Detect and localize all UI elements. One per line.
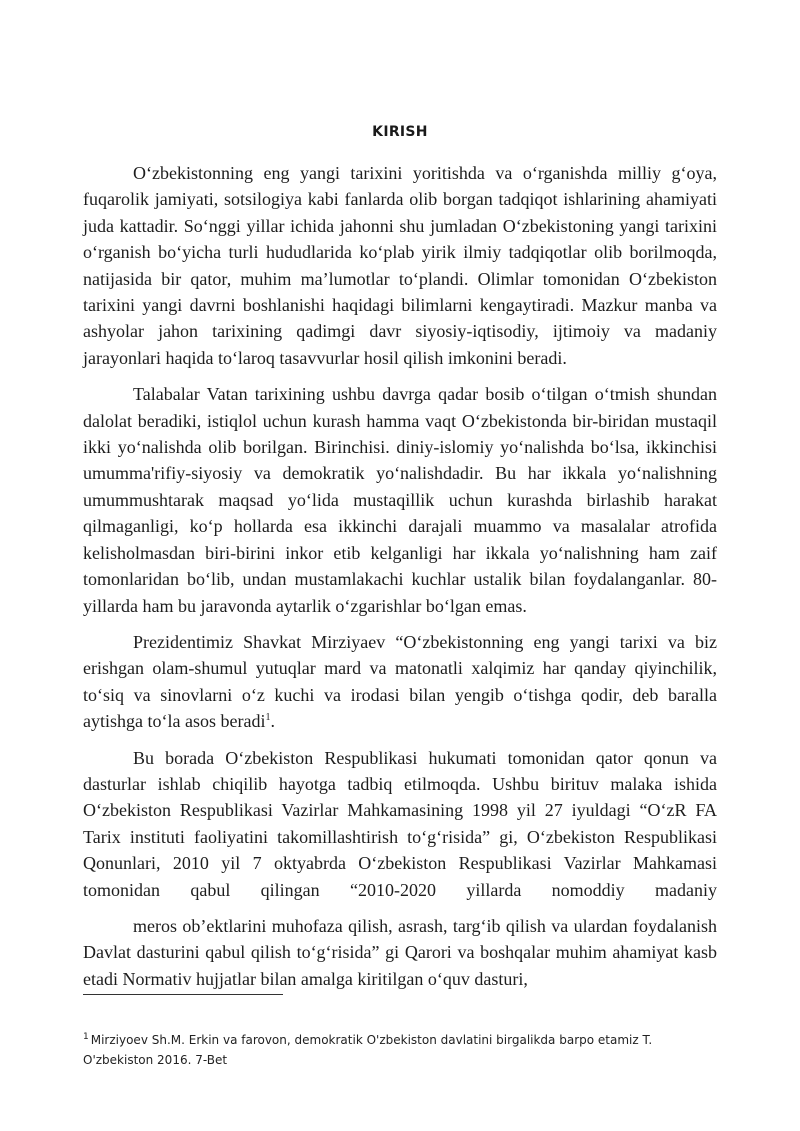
- footnote-reference[interactable]: 1: [265, 712, 271, 724]
- paragraph-3-text: Prezidentimiz Shavkat Mirziyaev “O‘zbekistonning eng yangi tarixi va biz erishgan olam-shumul yutuqlar mard va matonatli xalqimiz har qanday qiyinchilik, to‘siq va sinovlarni o‘z kuchi va irodasi bilan yengib o‘tishga qodir, deb baralla aytishga to‘la asos beradi: [83, 631, 717, 732]
- paragraph-3: [83, 629, 717, 735]
- footnote: [83, 1030, 717, 1070]
- paragraph-5: meros ob’ektlarini muhofaza qilish, asrash, targ‘ib qilish va ulardan foydalanish Davlat dasturini qabul qilish to‘g‘risida” gi Qarori va boshqalar muhim ahamiyat kasb etadi Normativ hujjatlar bilan amalga kiritilgan o‘quv dasturi,: [83, 915, 717, 989]
- section-heading: KIRISH: [372, 124, 428, 140]
- paragraph-2: Talabalar Vatan tarixining ushbu davrga qadar bosib o‘tilgan o‘tmish shundan dalolat beradiki, istiqlol uchun kurash hamma vaqt O‘zbekistonda bir-biridan mustaqil ikki yo‘nalishda olib borilgan. Birinchisi. diniy-islomiy yo‘nalishda bo‘lsa, ikkinchisi umumma'rifiy-siyosiy va demokratik yo‘nalishdadir. Bu har ikkala yo‘nalishning umummushtarak maqsad yo‘lida mustaqillik uchun kurashda birlashib harakat qilmaganligi, ko‘p hollarda esa ikkinchi darajali muammo va masalalar atrofida kelisholmasdan biri-birini inkor etib kelganligi har ikkala yo‘nalishning ham zaif tomonlaridan bo‘lib, undan mustamlakachi kuchlar ustalik bilan foydalanganlar. 80-yillarda ham bu jaravonda aytarlik o‘zgarishlar bo‘lgan emas.: [83, 384, 717, 616]
- footnote-divider: [83, 994, 283, 995]
- footnote-text: Mirziyoev Sh.M. Erkin va farovon, demokratik O'zbekiston davlatini birgalikda barpo etamiz T. O'zbekiston 2016. 7-Bet: [83, 1033, 653, 1067]
- footnote-number: 1: [83, 1032, 89, 1042]
- paragraph-4: Bu borada O‘zbekiston Respublikasi hukumati tomonidan qator qonun va dasturlar ishlab chiqilib hayotga tadbiq etilmoqda. Ushbu birituv malaka ishida O‘zbekiston Respublikasi Vazirlar Mahkamasining 1998 yil 27 iyuldagi “O‘zR FA Tarix instituti faoliyatini takomillashtirish to‘g‘risida” gi, O‘zbekiston Respublikasi Qonunlari, 2010 yil 7 oktyabrda O‘zbekiston Respublikasi Vazirlar Mahkamasi tomonidan qabul qilingan “2010-2020 yillarda nomoddiy madaniy: [83, 747, 717, 900]
- paragraph-3-period: .: [270, 711, 275, 732]
- paragraph-1: O‘zbekistonning eng yangi tarixini yoritishda va o‘rganishda milliy g‘oya, fuqarolik jamiyati, sotsilogiya kabi fanlarda olib borgan tadqiqot ishlarining ahamiyati juda kattadir. So‘nggi yillar ichida jahonni shu jumladan O‘zbekistoning yangi tarixini o‘rganish bo‘yicha turli hududlarida ko‘plab yirik ilmiy tadqiqotlar olib borilmoqda, natijasida bir qator, muhim ma’lumotlar to‘plandi. Olimlar tomonidan O‘zbekiston tarixini yangi davrni boshlanishi haqidagi bilimlarni kengaytiradi. Mazkur manba va ashyolar jahon tarixining qadimgi davr siyosiy-iqtisodiy, ijtimoiy va madaniy jarayonlari haqida to‘laroq tasavvurlar hosil qilish imkonini beradi.: [83, 163, 717, 368]
- document-body: [83, 160, 717, 1002]
